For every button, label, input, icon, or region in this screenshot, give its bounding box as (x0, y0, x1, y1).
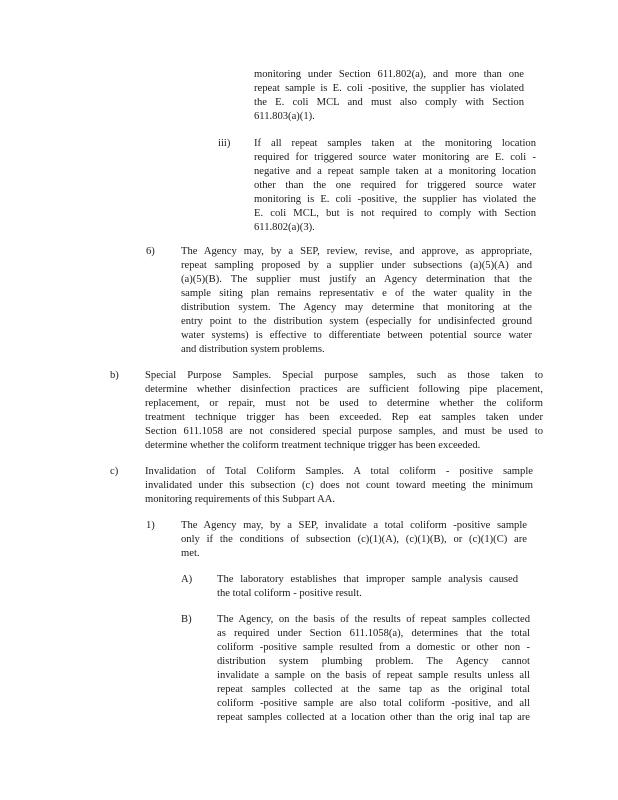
text-line: other than the one required for triggered source water (254, 180, 536, 191)
text-line: required for triggered source water monitoring are E. coli - (254, 152, 536, 163)
paragraph-c (145, 465, 533, 507)
text-line: determine whether the coliform treatment technique trigger has been exceeded. (145, 440, 481, 451)
text-line: invalidate a sample on the basis of repeat sample results unless all (217, 670, 530, 681)
text-line: The Agency may, by a SEP, invalidate a total coliform -positive sample (181, 520, 527, 531)
text-line: Invalidation of Total Coliform Samples. A total coliform - positive sample (145, 466, 533, 477)
item-marker-B: B) (181, 614, 192, 625)
text-line: coliform -positive sample resulted from a domestic or other non - (217, 642, 530, 653)
item-marker-6: 6) (146, 246, 155, 257)
item-marker-c: c) (110, 466, 119, 477)
text-line: invalidated under this subsection (c) does not count toward meeting the minimum (145, 480, 533, 491)
text-line: repeat sample is E. coli -positive, the supplier has violated (254, 83, 524, 94)
text-line: (a)(5)(B). The supplier must justify an Agency determination that the (181, 274, 532, 285)
text-line: treatment technique trigger has been exceeded. Rep eat samples taken under (145, 412, 543, 423)
paragraph-B (217, 613, 530, 725)
paragraph-c1 (181, 519, 527, 561)
text-line: as required under Section 611.1058(a), determines that the total (217, 628, 530, 639)
text-line: If all repeat samples taken at the monitoring location (254, 138, 536, 149)
text-line: negative and a repeat sample taken at a monitoring location (254, 166, 536, 177)
text-line: The Agency, on the basis of the results of repeat samples collected (217, 614, 530, 625)
text-line: replacement, or repair, must not be used to determine whether the coliform (145, 398, 543, 409)
text-line: water systems) is effective to differentiate between potential source water (181, 330, 532, 341)
text-line: 611.802(a)(3). (254, 222, 315, 233)
item-marker-A: A) (181, 574, 193, 585)
paragraph-iii (254, 137, 536, 235)
text-line: monitoring is E. coli -positive, the supplier has violated the (254, 194, 536, 205)
text-line: determine whether disinfection practices are sufficient following pipe placement, (145, 384, 543, 395)
text-line: The Agency may, by a SEP, review, revise, and approve, as appropriate, (181, 246, 532, 257)
text-line: distribution system. The Agency may determine that monitoring at the (181, 302, 532, 313)
paragraph-A (217, 573, 518, 601)
text-line: Special Purpose Samples. Special purpose samples, such as those taken to (145, 370, 543, 381)
text-line: repeat sampling proposed by a supplier under subsections (a)(5)(A) and (181, 260, 532, 271)
text-line: only if the conditions of subsection (c)(1)(A), (c)(1)(B), or (c)(1)(C) are (181, 534, 527, 545)
text-line: coliform -positive sample are also total coliform -positive, and all (217, 698, 530, 709)
text-line: monitoring under Section 611.802(a), and more than one (254, 69, 524, 80)
item-marker-c1: 1) (146, 520, 155, 531)
text-line: Section 611.1058 are not considered special purpose samples, and must be used to (145, 426, 543, 437)
text-line: The laboratory establishes that improper sample analysis caused (217, 574, 518, 585)
text-line: repeat samples collected at a location other than the orig inal tap are (217, 712, 530, 723)
text-line: repeat samples collected at the same tap as the original total (217, 684, 530, 695)
text-line: entry point to the distribution system (especially for undisinfected ground (181, 316, 532, 327)
text-line: the total coliform - positive result. (217, 588, 362, 599)
continuation-paragraph (254, 68, 524, 124)
text-line: 611.803(a)(1). (254, 111, 315, 122)
text-line: met. (181, 548, 200, 559)
item-marker-b: b) (110, 370, 119, 381)
text-line: E. coli MCL, but is not required to comply with Section (254, 208, 536, 219)
text-line: sample siting plan remains representativ e of the water quality in the (181, 288, 532, 299)
paragraph-b (145, 369, 543, 453)
text-line: distribution system plumbing problem. The Agency cannot (217, 656, 530, 667)
paragraph-6 (181, 245, 532, 357)
item-marker-iii: iii) (218, 138, 231, 149)
text-line: the E. coli MCL and must also comply with Section (254, 97, 524, 108)
text-line: monitoring requirements of this Subpart AA. (145, 494, 336, 505)
text-line: and distribution system problems. (181, 344, 325, 355)
